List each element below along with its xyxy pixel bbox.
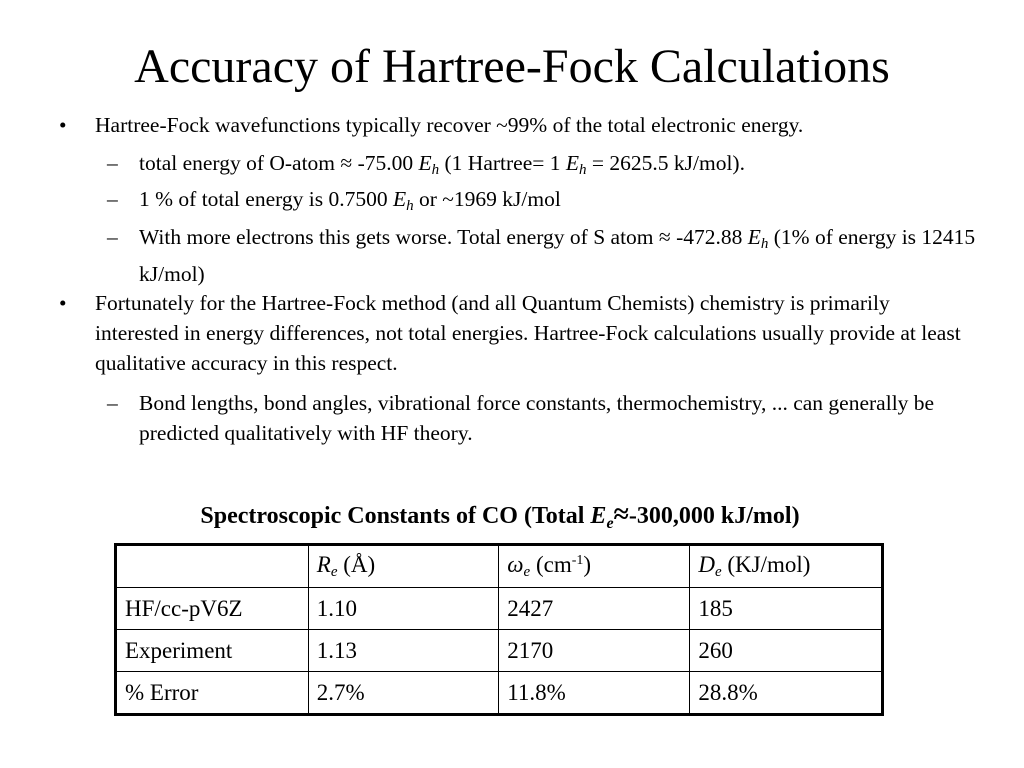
cell-de: 260 bbox=[690, 630, 883, 672]
spectroscopic-constants-table bbox=[114, 543, 884, 716]
cell-de: 28.8% bbox=[690, 672, 883, 715]
row-label: Experiment bbox=[116, 630, 309, 672]
dash-marker: – bbox=[107, 187, 118, 211]
cell-de: 185 bbox=[690, 588, 883, 630]
dash-marker: – bbox=[107, 391, 118, 415]
header-cell-empty bbox=[116, 545, 309, 588]
cell-we: 2170 bbox=[499, 630, 690, 672]
cell-we: 2427 bbox=[499, 588, 690, 630]
header-cell-re: $R_e$ (Å) bbox=[308, 545, 499, 588]
dash-marker: – bbox=[107, 225, 118, 249]
table-caption: Spectroscopic Constants of CO (Total $E_e\approx-300,000$ kJ/mol) bbox=[200, 499, 800, 532]
cell-re: 2.7% bbox=[308, 672, 499, 715]
cell-re: 1.10 bbox=[308, 588, 499, 630]
header-cell-de: $D_e$ (KJ/mol) bbox=[690, 545, 883, 588]
header-cell-we: $\omega_e$ $(cm^{-1})$ bbox=[499, 545, 690, 588]
cell-we: 11.8% bbox=[499, 672, 690, 715]
slide-title: Accuracy of Hartree-Fock Calculations bbox=[134, 40, 890, 93]
bullet-marker: • bbox=[59, 291, 67, 315]
table-row bbox=[116, 672, 883, 715]
bullet-text: Fortunately for the Hartree-Fock method (and all Quantum Chemists) chemistry is primarily interested in energy differences, not total energies. Hartree-Fock calculations usually provide at least qualitative accuracy in this respect. bbox=[95, 291, 961, 375]
table-row bbox=[116, 630, 883, 672]
dash-marker: – bbox=[107, 151, 118, 175]
bullet-marker: • bbox=[59, 113, 67, 137]
bullet-text: Hartree-Fock wavefunctions typically recover ~99% of the total electronic energy. bbox=[95, 113, 804, 137]
sub-bullet-text: total energy of O-atom ≈ -75.00 $E_h$ (1 Hartree= 1 $E_h = 2625.5$ kJ/mol). bbox=[139, 151, 745, 178]
table-row bbox=[116, 588, 883, 630]
sub-bullet-text: 1 % of total energy is 0.7500 $E_h$ or ~1969 kJ/mol bbox=[139, 187, 561, 214]
sub-bullet-text: With more electrons this gets worse. Total energy of S atom ≈ -472.88 $E_h$ (1% of energy is 12415 kJ/mol) bbox=[139, 225, 976, 286]
cell-re: 1.13 bbox=[308, 630, 499, 672]
table-header-row bbox=[116, 545, 883, 588]
row-label: % Error bbox=[116, 672, 309, 715]
row-label: HF/cc-pV6Z bbox=[116, 588, 309, 630]
sub-bullet-text: Bond lengths, bond angles, vibrational force constants, thermochemistry, ... can generally be predicted qualitatively with HF theory. bbox=[139, 391, 935, 445]
